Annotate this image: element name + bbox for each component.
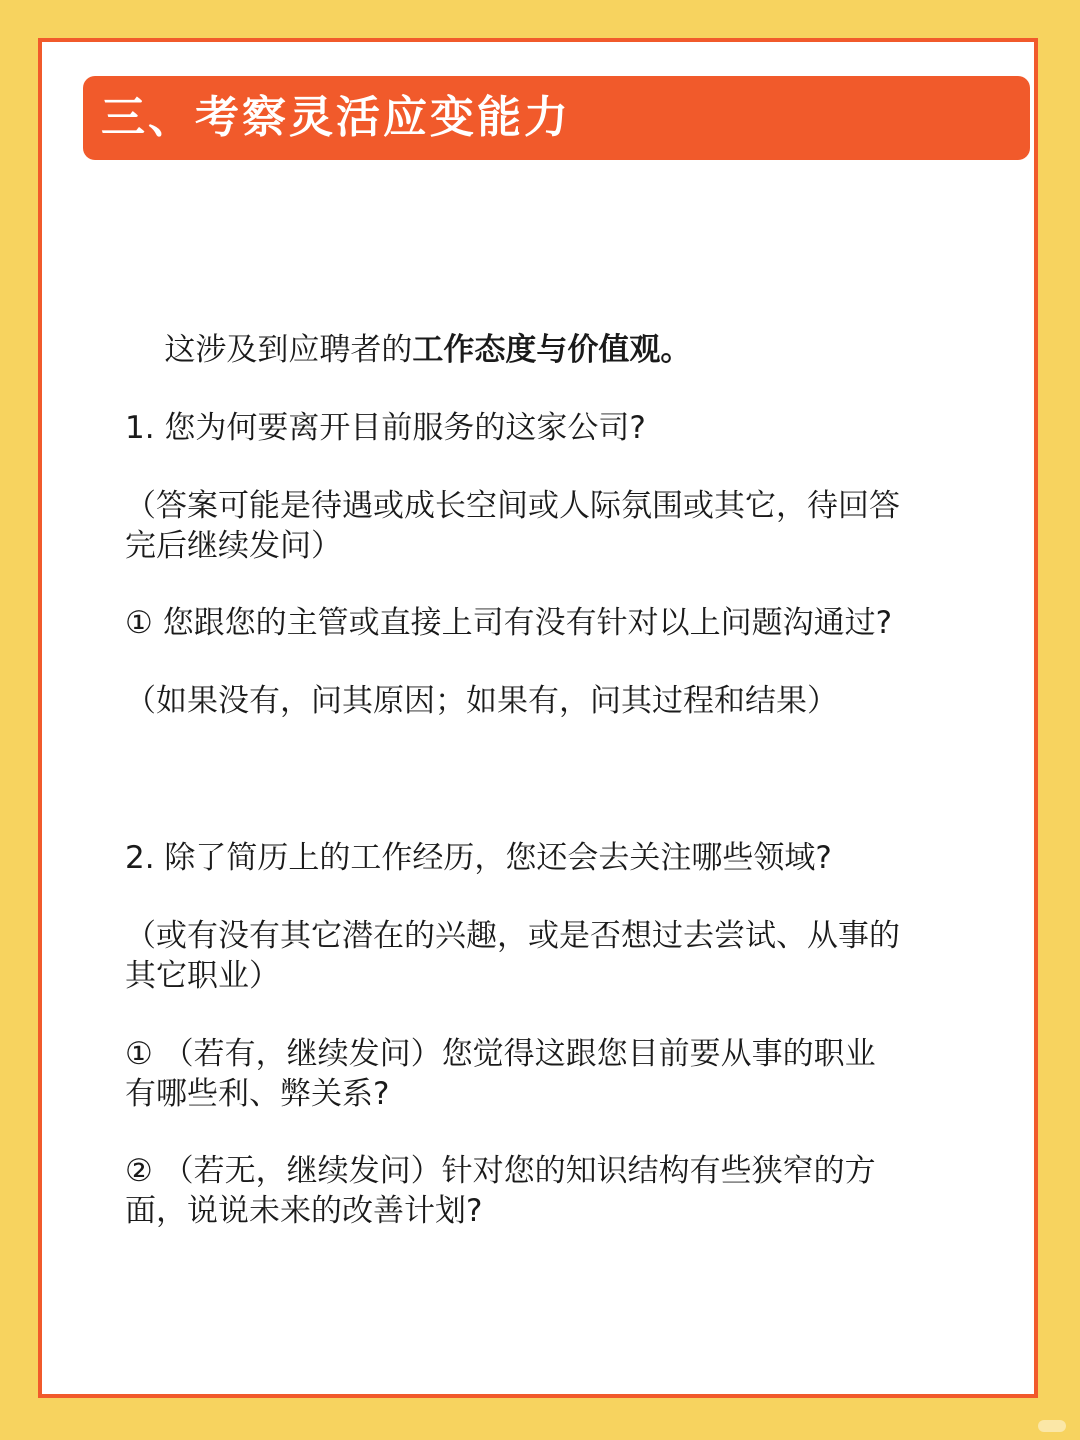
intro-emphasis: 工作态度与价值观。	[412, 332, 692, 368]
question-1: 1. 您为何要离开目前服务的这家公司?	[125, 410, 646, 446]
question-1-follow-up: ① 您跟您的主管或直接上司有没有针对以上问题沟通过?	[125, 605, 893, 641]
section-header	[83, 76, 1030, 160]
question-2-follow-up-1-line-1: ① （若有，继续发问）您觉得这跟您目前要从事的职业	[125, 1036, 876, 1072]
question-2-follow-up-2-line-1: ② （若无，继续发问）针对您的知识结构有些狭窄的方	[125, 1153, 876, 1189]
question-2-note-line-1: （或有没有其它潜在的兴趣，或是否想过去尝试、从事的	[125, 918, 900, 954]
question-1-follow-up-note: （如果没有，问其原因；如果有，问其过程和结果）	[125, 683, 838, 719]
intro-prefix: 这涉及到应聘者的	[164, 332, 413, 368]
watermark-mark	[1038, 1420, 1066, 1432]
section-title: 三、考察灵活应变能力	[101, 92, 571, 143]
question-2-follow-up-1-line-2: 有哪些利、弊关系?	[125, 1076, 390, 1112]
question-2: 2. 除了简历上的工作经历，您还会去关注哪些领域?	[125, 840, 832, 876]
question-2-follow-up-2-line-2: 面，说说未来的改善计划?	[125, 1193, 483, 1229]
question-1-note-line-1: （答案可能是待遇或成长空间或人际氛围或其它，待回答	[125, 488, 900, 524]
intro-paragraph	[125, 290, 955, 410]
question-1-note-line-2: 完后继续发问）	[125, 528, 342, 564]
question-2-note-line-2: 其它职业）	[125, 958, 280, 994]
